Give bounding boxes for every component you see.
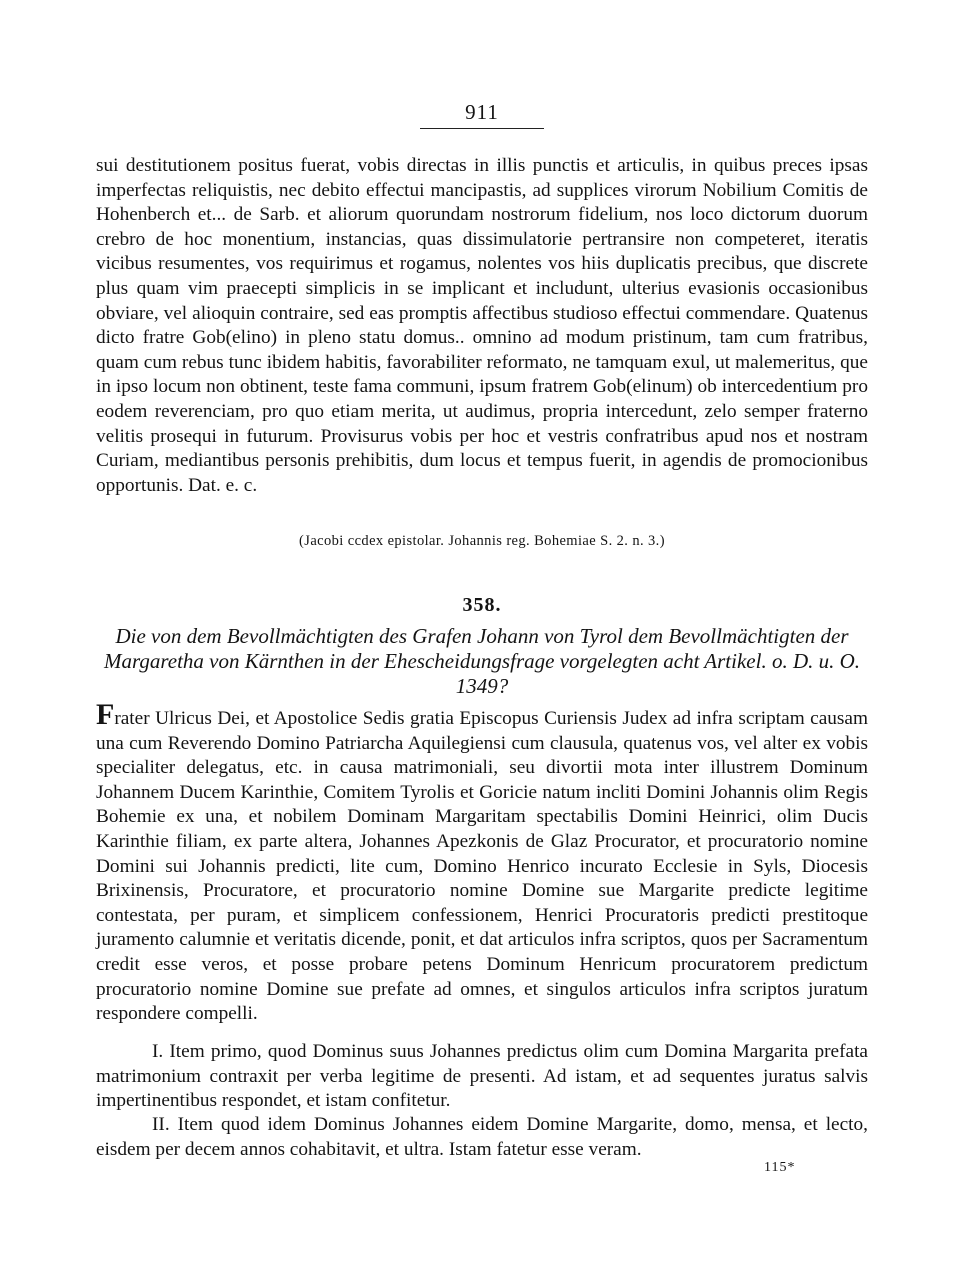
initial-letter: F (96, 698, 115, 731)
article-1-paragraph: I. Item primo, quod Dominus suus Johannes predictus olim cum Domina Margarita prefata matrimonium contraxit per verba legitime de presenti. Ad istam, et ad sequentes juratus salvis impertinentibus respondet, et istam confitetur. (96, 1041, 868, 1112)
article-2-paragraph: II. Item quod idem Dominus Johannes eidem Domine Margarite, domo, mensa, et lecto, eisdem per decem annos cohabitavit, et ultra. Istam fatetur esse veram. (96, 1114, 868, 1160)
signature-mark: 115* (764, 1160, 796, 1175)
body-text: rater Ulricus Dei, et Apostolice Sedis gratia Episcopus Curiensis Judex ad infra scriptam causam una cum Reverendo Domino Patriarcha Aquilegiensi cum clausula, quatenus vos, vel alter ex vobis specialiter delegatus, etc. in causa matrimoniali, seu divortii mota inter illustrem Dominum Johannem Ducem Karinthie, Comitem Tyrolis et Goricie natum incliti Domini Johannis olim Regis Bohemie ex una, et nobilem Dominam Margaritam spectabilis Domini Heinrici, olim Ducis Karinthie filiam, ex parte altera, Johannes Apezkonis de Glaz Procurator, et procuratorio nomine Domini sui Johannis predicti, lite cum, Domino Henrico incurato Ecclesie in Syls, Diocesis Brixinensis, Procuratore, et procuratorio nomine Domine sue Margarite predicte legitime contestata, per puram, et simplicem confessionem, Henrici Procuratoris predicti prestitoque juramento calumnie et veritatis dicende, ponit, et dat articulos infra scriptos, quos per Sacramentum credit esse veros, et posse probare petens Dominum Henricum procuratorem predictum procuratorio nomine Domine sue prefate ad omnes, et singulos articulos infra scriptos juratum respondere compelli. (96, 708, 868, 1025)
document-title: Die von dem Bevollmächtigten des Grafen Johann von Tyrol dem Bevollmächtigten der Margaretha von Kärnthen in der Ehescheidungsfrage vorgelegten acht Artikel. o. D. u. O. 1349? (103, 624, 861, 698)
body-paragraph (96, 698, 868, 1027)
intro-paragraph: sui destitutionem positus fuerat, vobis directas in illis punctis et articulis, in quibus preces ipsas imperfectas reliquistis, nec debito effectui mancipastis, ad supplices virorum Nobilium Comitis de Hohenberch et... de Sarb. et aliorum quorundam nostrorum fidelium, nos loco dictorum duorum crebro de hoc monentium, instancias, quas dissimulatorie pertransire non competeret, iteratis vicibus resumentes, vos requirimus et rogamus, nolentes vos hiis duplicatis precibus, que discrete plus quam vim praecepti simplicis in se implicant et includunt, ulterius evasionis occasionibus obviare, vel alioquin contraire, sed eas promptis affectibus studioso effectui commendare. Quatenus dicto fratre Gob(elino) in pleno statu domus.. omnino ad modum pristinum, tam cum fratribus, quam cum rebus tunc ibidem habitis, favorabiliter reformato, ne tamquam exul, ut malemeritus, que in ipso locum non obtinent, teste fama communi, ipsum fratrem Gob(elinum) ob intercedentium pro eodem reverenciam, pro quo etiam merita, ut audimus, propria intercedunt, zelo semper fraterno velitis prosequi in futurum. Provisurus vobis per hoc et vestris confratribus apud nos et nostram Curiam, mediantibus personis prehibitis, dum locus et tempus fuerit, in agendis de promocionibus opportunis. Dat. e. c. (96, 155, 868, 496)
header-rule (420, 128, 544, 129)
document-number: 358. (462, 594, 502, 616)
source-citation: (Jacobi ccdex epistolar. Johannis reg. Bohemiae S. 2. n. 3.) (299, 533, 665, 549)
page-number: 911 (465, 100, 499, 124)
